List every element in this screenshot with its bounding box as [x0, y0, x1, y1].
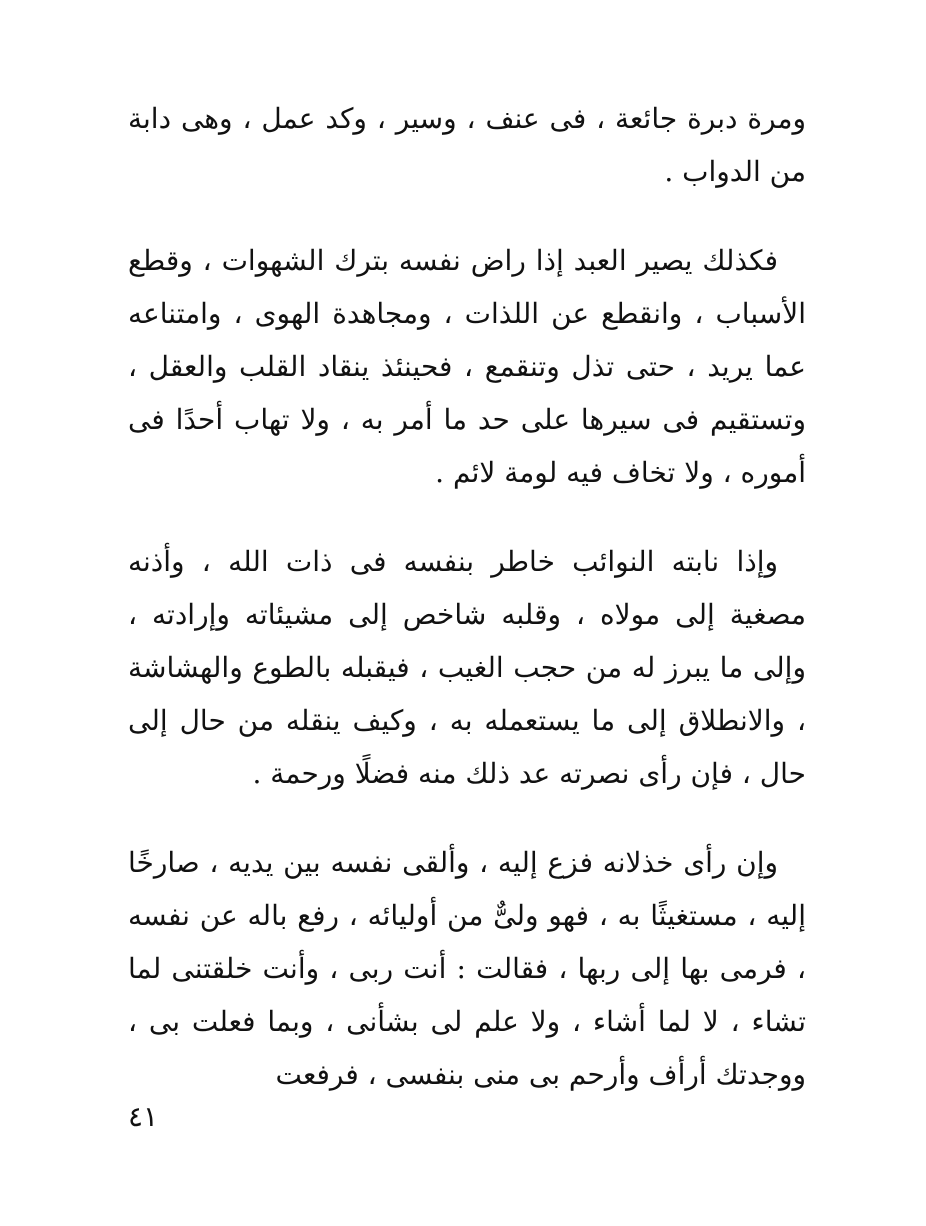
paragraph-3: وإذا نابته النوائب خاطر بنفسه فى ذات الله ، وأذنه مصغية إلى مولاه ، وقلبه شاخص إلى مشيئاته وإرادته ، وإلى ما يبرز له من حجب الغيب ، فيقبله بالطوع والهشاشة ، والانطلاق إلى ما يستعمله به ، وكيف ينقله من حال إلى حال ، فإن رأى نصرته عد ذلك منه فضلًا ورحمة . — [128, 545, 806, 790]
paragraph-4: وإن رأى خذلانه فزع إليه ، وألقى نفسه بين يديه ، صارخًا إليه ، مستغيثًا به ، فهو ولىٌّ من أوليائه ، رفع باله عن نفسه ، فرمى بها إلى ربها ، فقالت : أنت ربى ، وأنت خلقتنى لما تشاء ، لا لما أشاء ، ولا علم لى بشأنى ، وبما فعلت بى ، ووجدتك أرأف وأرحم بى منى بنفسى ، فرفعت — [128, 846, 806, 1091]
page-number: ٤١ — [128, 1100, 159, 1133]
page-text-body — [128, 92, 806, 1137]
paragraph-2: فكذلك يصير العبد إذا راض نفسه بترك الشهوات ، وقطع الأسباب ، وانقطع عن اللذات ، ومجاهدة الهوى ، وامتناعه عما يريد ، حتى تذل وتنقمع ، فحينئذ ينقاد القلب والعقل ، وتستقيم فى سيرها على حد ما أمر به ، ولا تهاب أحدًا فى أموره ، ولا تخاف فيه لومة لائم . — [128, 244, 806, 489]
paragraph-1: ومرة دبرة جائعة ، فى عنف ، وسير ، وكد عمل ، وهى دابة من الدواب . — [128, 102, 806, 188]
